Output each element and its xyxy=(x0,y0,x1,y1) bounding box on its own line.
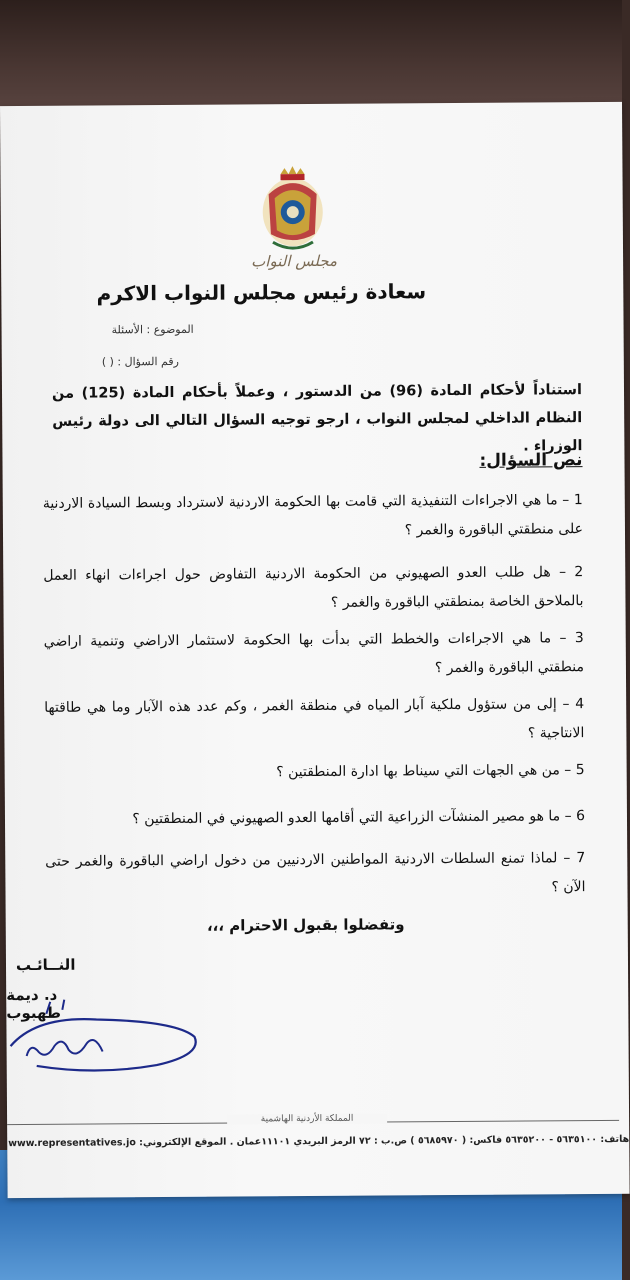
subject-line: الموضوع : الأسئلة xyxy=(111,322,194,337)
footer-contact-info: هاتف: ٥٦٣٥١٠٠ - ٥٦٣٥٢٠٠ فاكس: ( ٥٦٨٥٩٧٠ ) ص.ب : ٧٢ الرمز البريدي ١١١٠١عمان . الموقع الإلكتروني: www.representatives.jo xyxy=(8,1133,630,1150)
question-6: 6 – ما هو مصير المنشآت الزراعية التي أقامها العدو الصهيوني في المنطقتين ؟ xyxy=(132,808,586,828)
question-3: 3 – ما هي الاجراءات والخطط التي بدأت بها الحكومة لاستثمار الاراضي وتنمية اراضي منطقتي الباقورة والغمر ؟ xyxy=(43,630,584,677)
question-number-line: رقم السؤال : ( ) xyxy=(101,354,179,369)
handwritten-signature xyxy=(6,985,207,1076)
signatory-title: النــائـب xyxy=(15,955,76,975)
question-4: 4 – إلى من ستؤول ملكية آبار المياه في منطقة الغمر ، وكم عدد هذه الآبار وما هي طاقتها الانتاجية ؟ xyxy=(44,696,585,742)
footer-kingdom-logo: المملكة الأردنية الهاشمية xyxy=(227,1113,387,1124)
question-1: 1 – ما هي الاجراءات التنفيذية التي قامت بها الحكومة الاردنية لاسترداد وبسط السيادة الاردنية على منطقتي الباقورة والغمر ؟ xyxy=(42,492,584,539)
closing-line: وتفضلوا بقبول الاحترام ،،، xyxy=(206,915,405,935)
council-logo-text: مجلس النواب xyxy=(251,251,338,271)
question-2: 2 – هل طلب العدو الصهيوني من الحكومة الاردنية التفاوض حول اجراءات انهاء العمل بالملاحق الخاصة بمنطقتي الباقورة والغمر ؟ xyxy=(43,564,584,611)
questions-heading: نص السؤال: xyxy=(479,450,583,471)
background-top xyxy=(0,0,622,115)
intro-paragraph: استناداً لأحكام المادة (96) من الدستور ، وعملاً بأحكام المادة (125) من النظام الداخلي لمجلس النواب ، ارجو توجيه السؤال التالي الى دولة رئيس الوزراء . xyxy=(51,382,583,455)
signatory-name: د. ديمة طهبوب xyxy=(6,985,62,1023)
question-7: 7 – لماذا تمنع السلطات الاردنية المواطنين الاردنيين من دخول اراضي الباقورة والغمر حتى الآن ؟ xyxy=(45,850,586,896)
letter-page xyxy=(0,102,630,1198)
letter-salutation: سعادة رئيس مجلس النواب الاكرم xyxy=(96,279,427,306)
coat-of-arms-icon xyxy=(258,164,327,256)
question-5: 5 – من هي الجهات التي سيناط بها ادارة المنطقتين ؟ xyxy=(276,762,585,781)
